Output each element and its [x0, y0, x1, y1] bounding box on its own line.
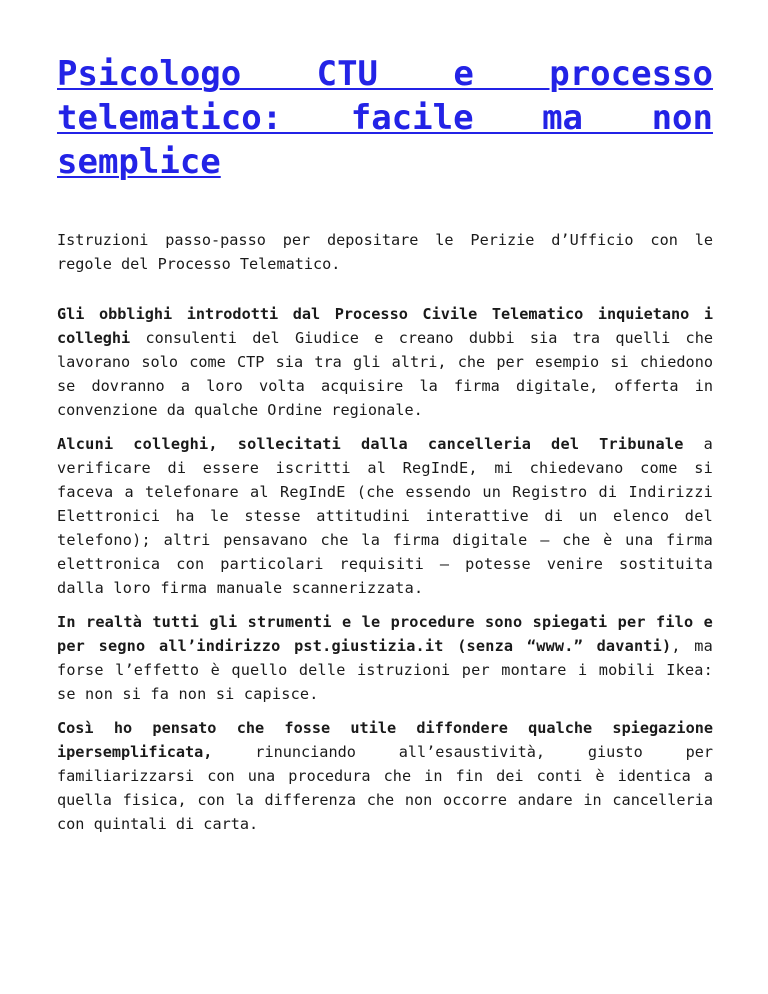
paragraph-4 — [57, 716, 713, 836]
paragraph-3-text: , ma forse l’effetto è quello delle istruzioni per montare i mobili Ikea: se non si fa non si capisce. — [57, 637, 713, 703]
paragraph-1 — [57, 302, 713, 422]
paragraph-2-text: a verificare di essere iscritti al RegIndE, mi chiedevano come si faceva a telefonare al RegIndE (che essendo un Registro di Indirizzi Elettronici ha le stesse attitudini interattive di un elenco del telefono); altri pensavano che la firma digitale – che è una firma elettronica con particolari requisiti – potesse venire sostituita dalla loro firma manuale scannerizzata. — [57, 435, 713, 597]
paragraph-3 — [57, 610, 713, 706]
paragraph-3-bold: In realtà tutti gli strumenti e le procedure sono spiegati per filo e per segno all’indirizzo pst.giustizia.it (senza “www.” davanti) — [57, 613, 713, 655]
paragraph-4-text: rinunciando all’esaustività, giusto per familiarizzarsi con una procedura che in fin dei conti è identica a quella fisica, con la differenza che non occorre andare in cancelleria con quintali di carta. — [57, 743, 713, 833]
paragraph-2 — [57, 432, 713, 600]
paragraph-4-bold: Così ho pensato che fosse utile diffondere qualche spiegazione ipersemplificata, — [57, 719, 713, 761]
paragraph-1-bold: Gli obblighi introdotti dal Processo Civile Telematico inquietano i colleghi — [57, 305, 713, 347]
paragraph-2-bold: Alcuni colleghi, sollecitati dalla cancelleria del Tribunale — [57, 435, 684, 453]
article-title — [57, 52, 713, 184]
paragraph-1-text: consulenti del Giudice e creano dubbi sia tra quelli che lavorano solo come CTP sia tra gli altri, che per esempio si chiedono se dovranno a loro volta acquisire la firma digitale, offerta in convenzione da qualche Ordine regionale. — [57, 329, 713, 419]
article-title-link[interactable]: Psicologo CTU e processo telematico: facile ma non semplice — [57, 54, 713, 182]
article — [57, 52, 713, 846]
article-intro: Istruzioni passo-passo per depositare le Perizie d’Ufficio con le regole del Processo Telematico. — [57, 231, 713, 273]
